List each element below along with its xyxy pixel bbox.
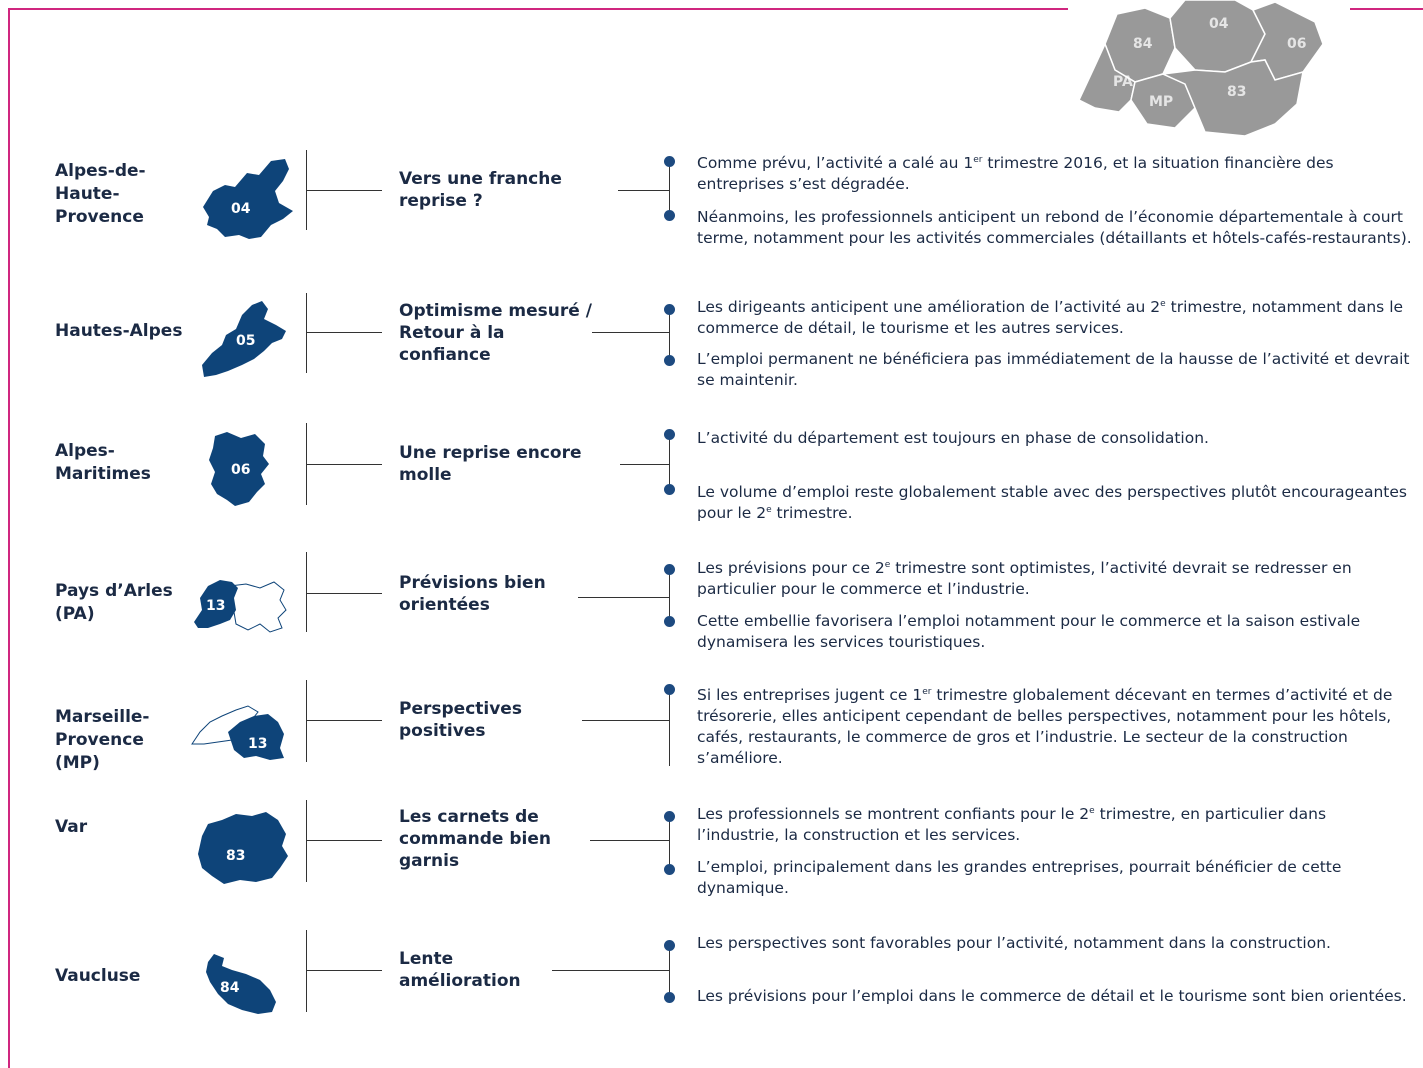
connector-line bbox=[306, 930, 307, 1012]
bullet-line bbox=[669, 434, 670, 490]
frame-top-border bbox=[8, 8, 1068, 10]
bullet-text: Les professionnels se montrent confiants pour le 2e trimestre, en particulier dans l’industrie, la construction et les services. bbox=[697, 805, 1327, 844]
department-map-shape bbox=[192, 295, 292, 385]
department-map-shape bbox=[188, 700, 288, 766]
connector-line bbox=[306, 190, 382, 191]
bullet-text: Le volume d’emploi reste globalement stable avec des perspectives plutôt encourageantes pour le 2e trimestre. bbox=[697, 483, 1407, 522]
bullet-dot bbox=[664, 429, 675, 440]
department-name: Var bbox=[55, 817, 88, 837]
bullet-text: Comme prévu, l’activité a calé au 1er trimestre 2016, et la situation financière des entreprises s’est dégradée. bbox=[697, 154, 1334, 193]
department-name: Alpes-de-Haute-Provence bbox=[55, 161, 146, 227]
bullet-text: Les dirigeants anticipent une amélioration de l’activité au 2e trimestre, notamment dans le commerce de détail, le tourisme et les autres services. bbox=[697, 298, 1404, 337]
bullet-text: Les prévisions pour ce 2e trimestre sont optimistes, l’activité devrait se redresser en particulier pour le commerce et l’industrie. bbox=[697, 559, 1352, 598]
connector-line bbox=[306, 680, 307, 762]
bullet-dot bbox=[664, 210, 675, 221]
map-label-04: 04 bbox=[1209, 16, 1229, 32]
frame-left-border bbox=[8, 8, 10, 1068]
bullet-dot bbox=[664, 992, 675, 1003]
department-name: Marseille-Provence (MP) bbox=[55, 707, 150, 773]
connector-line bbox=[578, 597, 670, 598]
bullet-dot bbox=[664, 355, 675, 366]
department-name: Vaucluse bbox=[55, 966, 141, 986]
connector-line bbox=[306, 840, 382, 841]
map-label-84: 84 bbox=[1133, 36, 1153, 52]
bullet-line bbox=[669, 946, 670, 998]
row-headline: Une reprise encore molle bbox=[399, 443, 582, 485]
bullet-text: Les prévisions pour l’emploi dans le commerce de détail et le tourisme sont bien orientées. bbox=[697, 987, 1407, 1005]
bullet-dot bbox=[664, 940, 675, 951]
connector-line bbox=[590, 840, 670, 841]
department-number: 04 bbox=[231, 201, 251, 217]
connector-line bbox=[306, 720, 382, 721]
bullet-dot bbox=[664, 564, 675, 575]
department-name: Alpes-Maritimes bbox=[55, 441, 151, 484]
bullet-text: L’emploi, principalement dans les grandes entreprises, pourrait bénéficier de cette dynamique. bbox=[697, 858, 1342, 897]
connector-line bbox=[582, 720, 670, 721]
bullet-line bbox=[669, 162, 670, 216]
department-number: 84 bbox=[220, 980, 240, 996]
row-headline: Les carnets de commande bien garnis bbox=[399, 807, 552, 871]
bullet-text: L’emploi permanent ne bénéficiera pas immédiatement de la hausse de l’activité et devrait se maintenir. bbox=[697, 350, 1410, 389]
department-map-shape bbox=[205, 430, 275, 510]
connector-line bbox=[306, 593, 382, 594]
bullet-text: Les perspectives sont favorables pour l’activité, notamment dans la construction. bbox=[697, 934, 1331, 952]
map-label-83: 83 bbox=[1227, 84, 1247, 100]
connector-line bbox=[306, 464, 382, 465]
department-map-shape bbox=[195, 155, 295, 245]
department-number: 05 bbox=[236, 333, 256, 349]
department-number: 83 bbox=[226, 848, 246, 864]
overview-region-map bbox=[1075, 0, 1350, 140]
department-map-shape bbox=[190, 572, 290, 638]
map-label-06: 06 bbox=[1287, 36, 1307, 52]
bullet-dot bbox=[664, 616, 675, 627]
department-map-shape bbox=[192, 808, 292, 888]
connector-line bbox=[592, 332, 670, 333]
bullet-dot bbox=[664, 156, 675, 167]
department-number: 13 bbox=[206, 598, 226, 614]
connector-line bbox=[552, 970, 670, 971]
row-headline: Prévisions bien orientées bbox=[399, 573, 546, 615]
bullet-line bbox=[669, 690, 670, 766]
department-number: 06 bbox=[231, 462, 251, 478]
bullet-dot bbox=[664, 304, 675, 315]
bullet-text: L’activité du département est toujours en phase de consolidation. bbox=[697, 429, 1209, 447]
row-headline: Perspectives positives bbox=[399, 699, 522, 741]
connector-line bbox=[306, 552, 307, 632]
bullet-line bbox=[669, 817, 670, 869]
connector-line bbox=[306, 293, 307, 373]
bullet-dot bbox=[664, 484, 675, 495]
row-headline: Vers une franche reprise ? bbox=[399, 169, 562, 211]
bullet-dot bbox=[664, 864, 675, 875]
bullet-text: Néanmoins, les professionnels anticipent un rebond de l’économie départementale à court terme, notamment pour les activités commerciales (détaillants et hôtels-cafés-restaurants). bbox=[697, 208, 1412, 247]
row-headline: Optimisme mesuré / Retour à la confiance bbox=[399, 301, 592, 365]
map-label-mp: MP bbox=[1149, 94, 1174, 110]
connector-line bbox=[306, 332, 382, 333]
department-name: Pays d’Arles (PA) bbox=[55, 581, 173, 624]
frame-top-border-right bbox=[1350, 8, 1423, 10]
bullet-dot bbox=[664, 684, 675, 695]
department-name: Hautes-Alpes bbox=[55, 321, 183, 341]
department-map-shape bbox=[198, 948, 284, 1018]
connector-line bbox=[620, 464, 670, 465]
bullet-text: Cette embellie favorisera l’emploi notamment pour le commerce et la saison estivale dynamisera les services touristiques. bbox=[697, 612, 1361, 651]
bullet-line bbox=[669, 310, 670, 360]
connector-line bbox=[306, 970, 382, 971]
bullet-line bbox=[669, 570, 670, 622]
bullet-text: Si les entreprises jugent ce 1er trimestre globalement décevant en termes d’activité et de trésorerie, elles anticipent cependant de belles perspectives, notamment pour les hôtels, cafés, restaurants, le commerce de gros et l’industrie. Le secteur de la construction s’améliore. bbox=[697, 686, 1393, 767]
connector-line bbox=[618, 190, 670, 191]
map-label-pa: PA bbox=[1113, 74, 1133, 90]
connector-line bbox=[306, 800, 307, 882]
bullet-dot bbox=[664, 811, 675, 822]
department-number: 13 bbox=[248, 736, 268, 752]
row-headline: Lente amélioration bbox=[399, 949, 521, 991]
